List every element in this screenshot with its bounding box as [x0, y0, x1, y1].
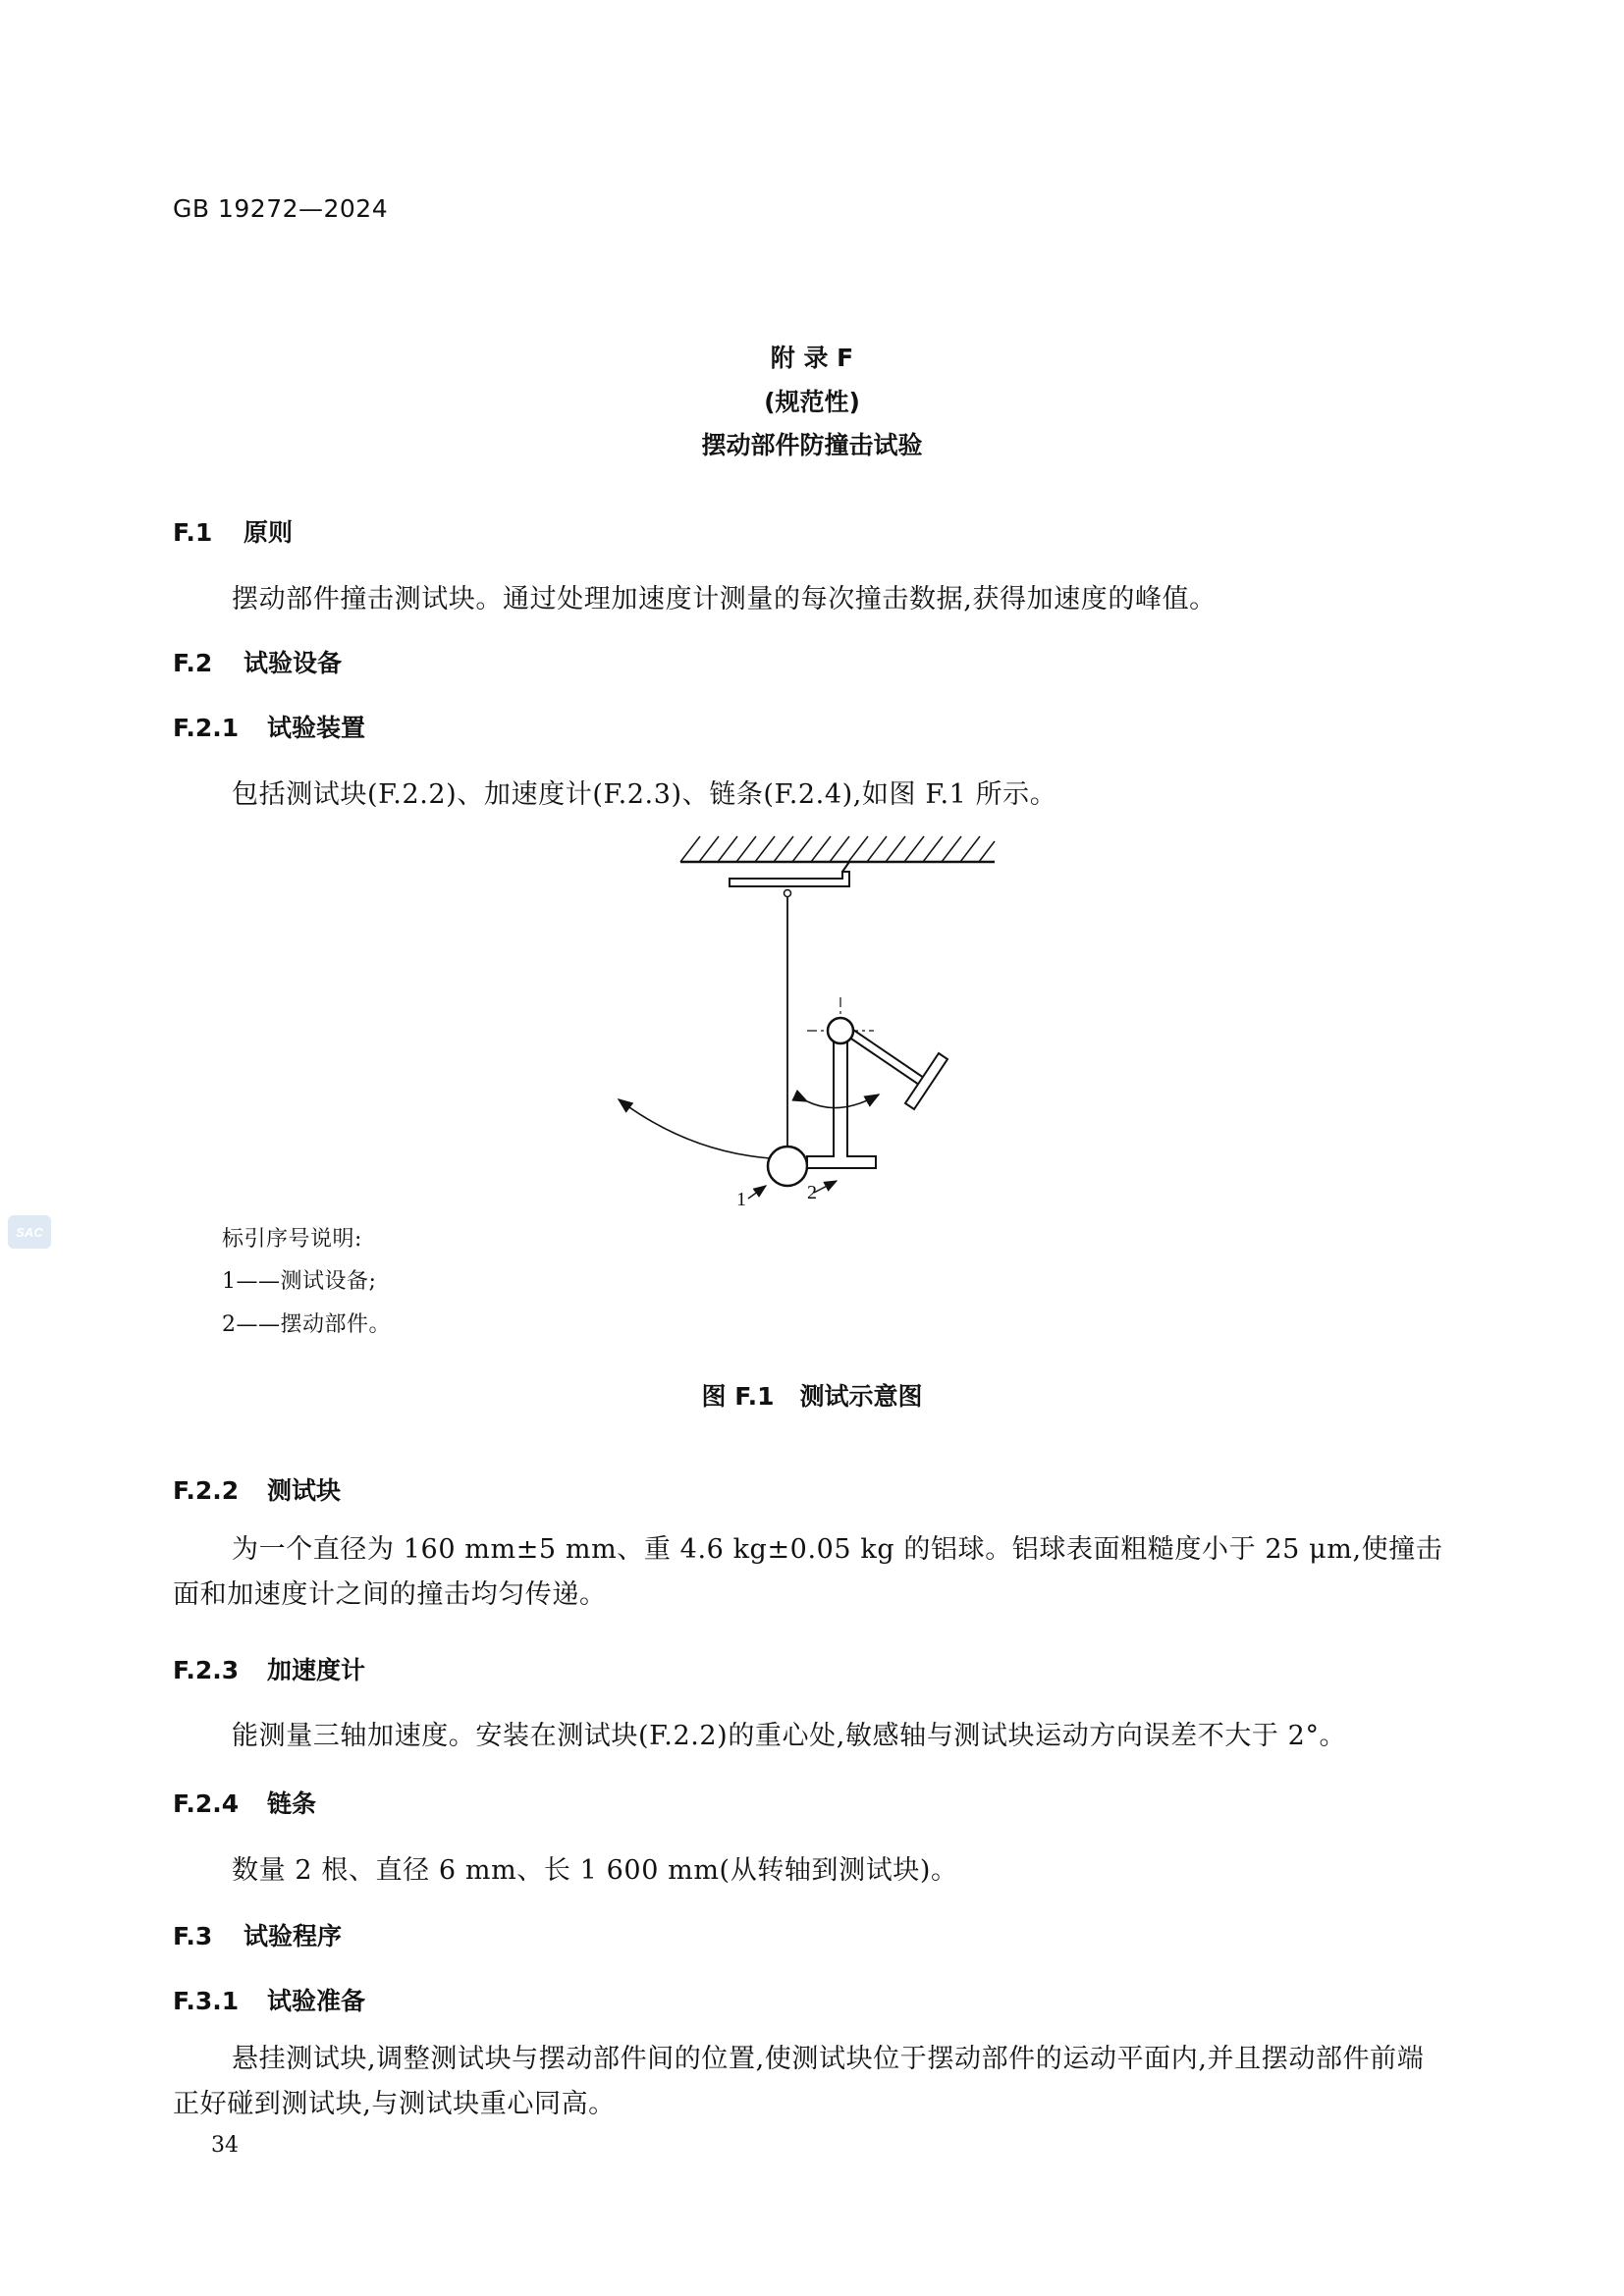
figure-caption-title: 测试示意图: [799, 1382, 923, 1411]
test-schematic-figure: [589, 823, 1021, 1215]
section-number: F.3: [173, 1922, 213, 1950]
section-title: 测试块: [267, 1476, 342, 1505]
section-number: F.2.4: [173, 1789, 240, 1818]
section-title: 加速度计: [267, 1656, 366, 1684]
section-title: 试验程序: [244, 1922, 343, 1950]
section-heading-f24: [173, 1785, 316, 1820]
section-title: 试验准备: [267, 1987, 366, 2015]
appendix-nature: (规范性): [764, 388, 860, 416]
section-title: 原则: [244, 518, 294, 547]
section-heading-f21: [173, 709, 365, 744]
label-2: 2: [807, 1182, 817, 1203]
sac-watermark-logo: [8, 1215, 51, 1249]
figure-caption: [0, 1377, 1624, 1413]
svg-text:SAC: SAC: [16, 1225, 43, 1240]
section-number: F.2.2: [173, 1476, 240, 1505]
section-heading-f1: [173, 513, 293, 549]
page-number: 34: [211, 2133, 239, 2158]
section-number: F.2.1: [173, 714, 240, 742]
section-title: 链条: [267, 1789, 317, 1818]
section-number: F.3.1: [173, 1987, 240, 2015]
paragraph-f21: 包括测试块(F.2.2)、加速度计(F.2.3)、链条(F.2.4),如图 F.1 所示。: [232, 779, 1057, 810]
section-heading-f3: [173, 1917, 342, 1952]
figure-key-item: 2——摆动部件。: [222, 1312, 391, 1337]
figure-key-title: 标引序号说明:: [222, 1227, 362, 1252]
paragraph-f31: 悬挂测试块,调整测试块与摆动部件间的位置,使测试块位于摆动部件的运动平面内,并且摆动部件前端正好碰到测试块,与测试块重心同高。: [173, 2044, 1425, 2119]
section-heading-f31: [173, 1982, 365, 2017]
label-1: 1: [736, 1189, 746, 1210]
section-title: 试验装置: [267, 714, 366, 742]
paragraph-f1: 摆动部件撞击测试块。通过处理加速度计测量的每次撞击数据,获得加速度的峰值。: [232, 584, 1217, 614]
section-title: 试验设备: [244, 649, 343, 677]
section-heading-f23: [173, 1651, 365, 1686]
standard-code: GB 19272—2024: [173, 194, 389, 223]
section-number: F.2.3: [173, 1656, 240, 1684]
figure-key-item: 1——测试设备;: [222, 1269, 377, 1294]
section-heading-f22: [173, 1471, 341, 1507]
section-number: F.1: [173, 518, 213, 547]
test-ball: [768, 1147, 807, 1186]
section-number: F.2: [173, 649, 213, 677]
ceiling-support: [680, 836, 995, 886]
swing-arc-arrow: [619, 1099, 770, 1158]
hanging-chain: [785, 890, 791, 1148]
section-heading-f2: [173, 644, 342, 679]
swinging-part: [807, 997, 947, 1168]
appendix-name: 摆动部件防撞击试验: [701, 431, 923, 459]
paragraph-f22: 为一个直径为 160 mm±5 mm、重 4.6 kg±0.05 kg 的铝球。铝球表面粗糙度小于 25 μm,使撞击面和加速度计之间的撞击均匀传递。: [173, 1534, 1443, 1610]
paragraph-f23: 能测量三轴加速度。安装在测试块(F.2.2)的重心处,敏感轴与测试块运动方向误差不大于 2°。: [232, 1721, 1347, 1751]
figure-caption-number: 图 F.1: [701, 1382, 775, 1411]
appendix-title: 附 录 F: [770, 344, 854, 372]
paragraph-f24: 数量 2 根、直径 6 mm、长 1 600 mm(从转轴到测试块)。: [232, 1855, 958, 1886]
